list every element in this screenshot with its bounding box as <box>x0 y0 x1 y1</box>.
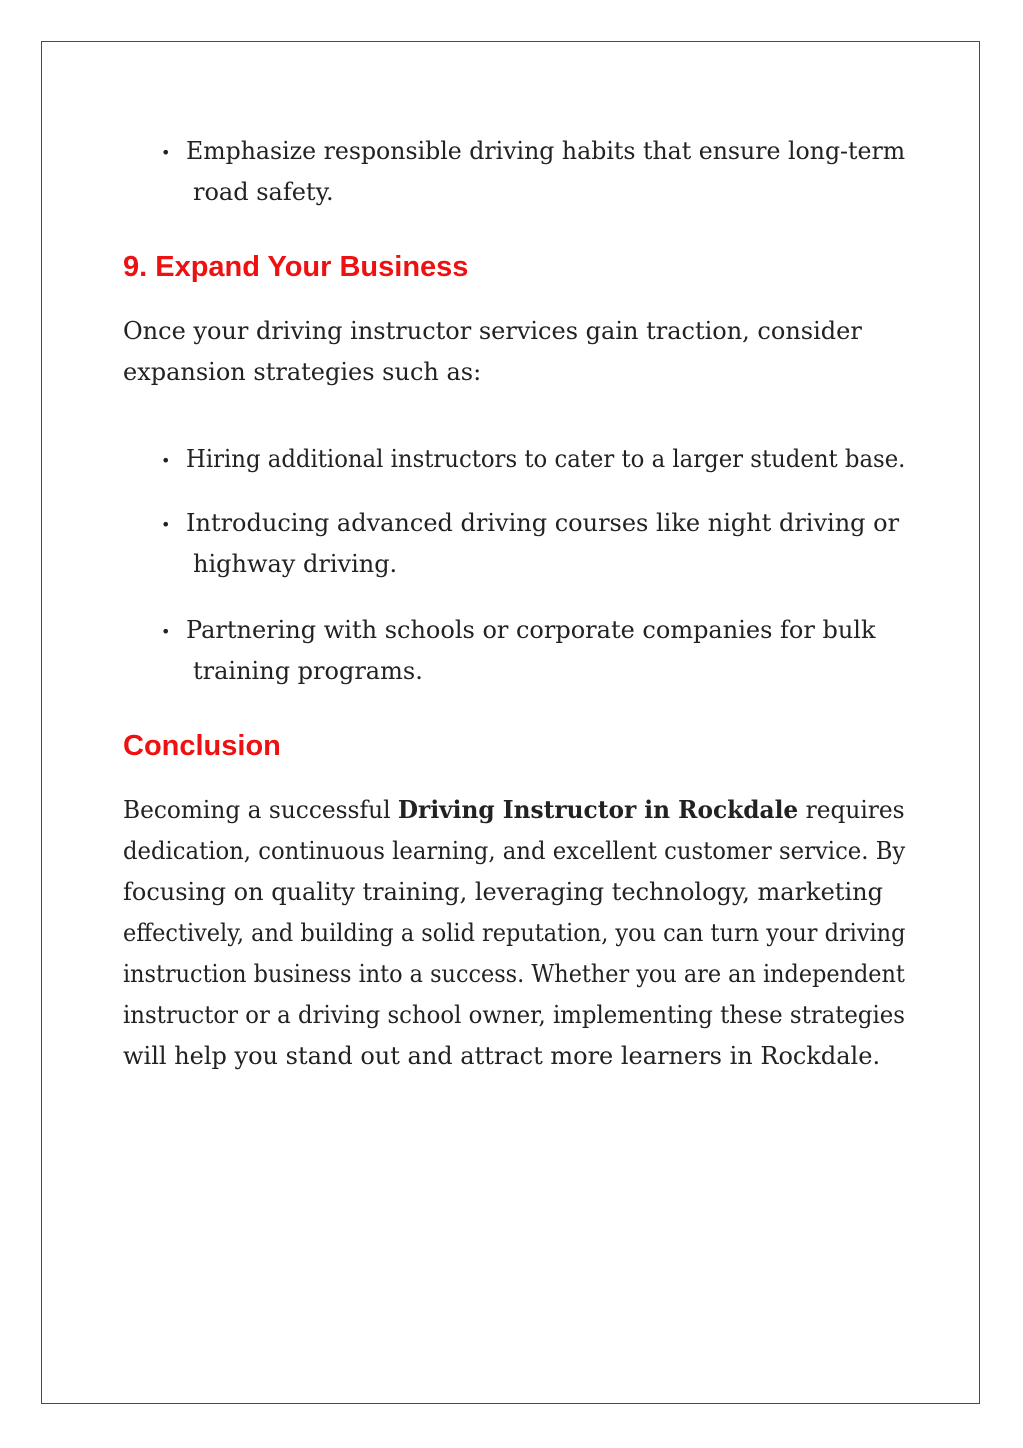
list-item-line: training programs. <box>193 657 423 685</box>
list-item-line: Emphasize responsible driving habits that ensure long-term <box>186 137 906 165</box>
text-run: requires <box>798 796 905 824</box>
paragraph-line: instructor or a driving school owner, implementing these strategies <box>123 1001 905 1029</box>
paragraph-line <box>123 795 905 825</box>
paragraph-line: will help you stand out and attract more learners in Rockdale. <box>123 1042 881 1070</box>
bullet-marker: • <box>161 451 171 470</box>
paragraph-line: dedication, continuous learning, and excellent customer service. By <box>123 837 906 865</box>
paragraph-line: instruction business into a success. Whether you are an independent <box>123 960 905 988</box>
bullet-marker: • <box>161 622 171 641</box>
paragraph-line: expansion strategies such as: <box>123 358 482 386</box>
bullet-marker: • <box>161 143 171 162</box>
list-item-line: road safety. <box>193 178 334 206</box>
conclusion-heading: Conclusion <box>123 730 281 762</box>
paragraph-line: Once your driving instructor services gain traction, consider <box>123 317 862 345</box>
paragraph-line: focusing on quality training, leveraging technology, marketing <box>123 878 883 906</box>
list-item-line: Partnering with schools or corporate companies for bulk <box>186 616 876 644</box>
page-border <box>41 41 980 1404</box>
list-item-line: Introducing advanced driving courses like night driving or <box>186 509 900 537</box>
list-item-line: highway driving. <box>193 550 398 578</box>
text-run: Becoming a successful <box>123 796 398 824</box>
list-item-line: Hiring additional instructors to cater to a larger student base. <box>186 445 906 473</box>
paragraph-line: effectively, and building a solid reputation, you can turn your driving <box>123 919 906 947</box>
bold-keyword: Driving Instructor in Rockdale <box>397 795 799 824</box>
section-heading: 9. Expand Your Business <box>123 251 469 283</box>
bullet-marker: • <box>161 515 171 534</box>
